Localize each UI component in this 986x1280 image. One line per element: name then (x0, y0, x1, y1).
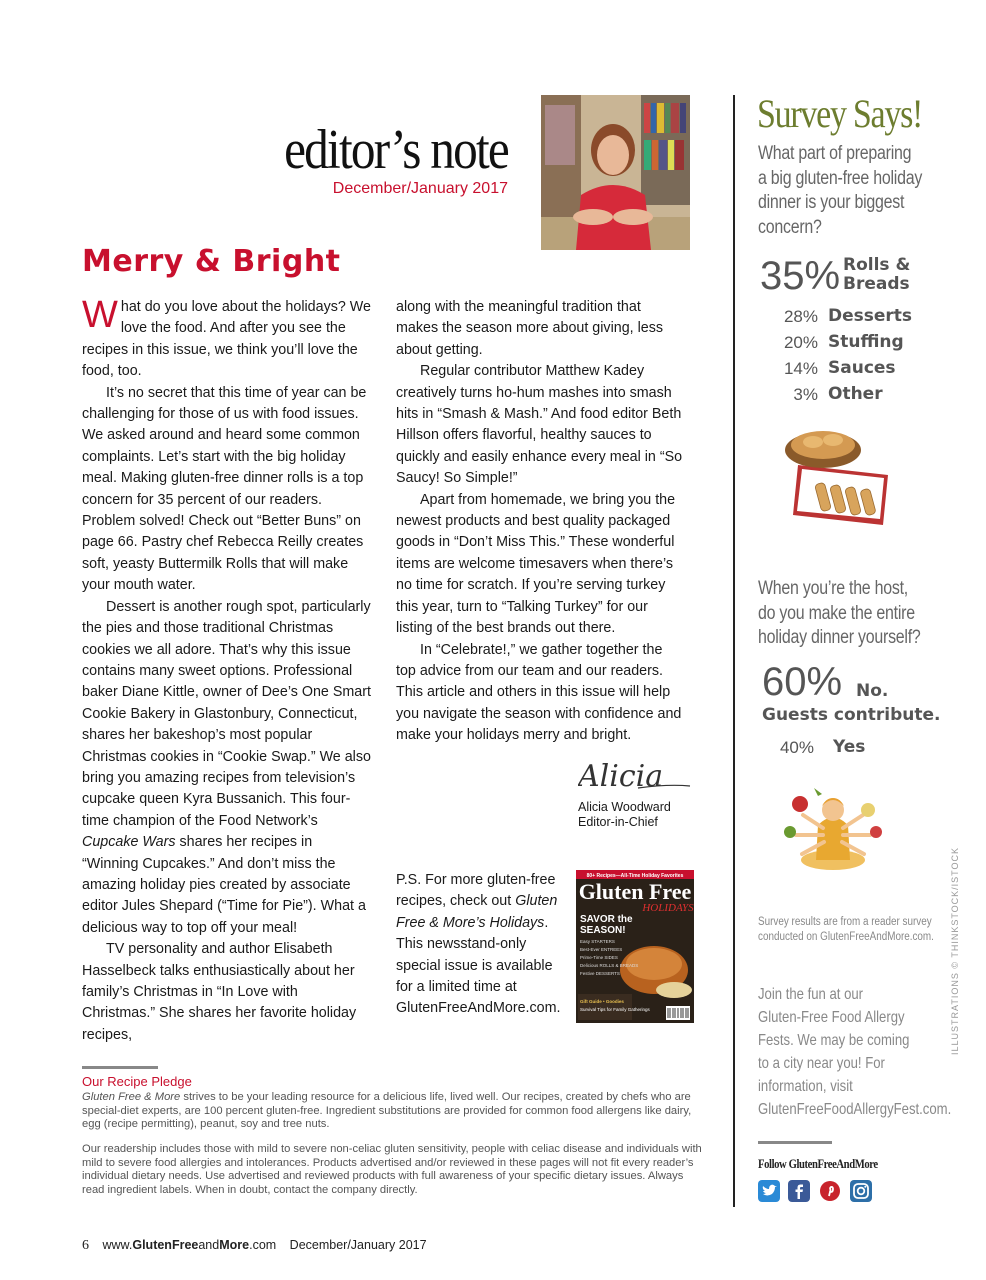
masthead-title: editor’s note (284, 119, 508, 181)
illustration-credit: ILLUSTRATIONS © THINKSTOCK/ISTOCK (950, 847, 960, 1055)
q2-row-percent: 40% (779, 738, 814, 757)
page-footer (82, 1238, 427, 1254)
handwritten-signature (578, 758, 698, 798)
paragraph: TV personality and author Elisabeth Hasselbeck talks enthusiastically about her family’s Christmas in “In Love with Christmas.” She shares her favorite holiday recipes, (82, 941, 357, 1043)
svg-text:Best-Ever ENTREES: Best-Ever ENTREES (580, 947, 623, 952)
paragraph: What do you love about the holidays? We love the food. And after you see the recipes in this issue, we think you’ll love the food, too. (82, 294, 371, 380)
svg-text:SEASON!: SEASON! (580, 925, 626, 936)
footer-date: December/January 2017 (289, 1238, 427, 1252)
svg-text:Easy STARTERS: Easy STARTERS (580, 939, 615, 944)
paragraph: along with the meaningful tradition that makes the season more about giving, less about getting. (396, 299, 664, 358)
q2-row-label: Yes (833, 737, 866, 757)
paragraph: Dessert is another rough spot, particularly the pies and those traditional Christmas cookies we all adore. That’s why this issue contains many sweet options. Professional baker Diane Kittle, owner of Dee’s One Smart Cookie Bakery in Glastonbury, Connecticut, shares her bakeshop’s most popular Christmas cookies in “Cookie Swap.” We also bring you amazing recipes from television’s cupcake queen Kyra Bussanich. This four-time champion of the Food Network’s Cupcake Wars shares her recipes in “Winning Cupcakes.” And don’t miss the amazing holiday pies created by associate editor Jules Shepard (“Time for Pie”). What a delicious way to top off your meal! (82, 598, 371, 936)
q1-row-label: Other (828, 384, 883, 404)
paragraph: Apart from homemade, we bring you the newest products and best quality packaged goods in “Don’t Miss This.” These wonderful items are welcome timesavers when there’s no time for scratch. If you’re serving turkey this year, turn to “Talking Turkey” for our listing of the best brands out there. (396, 491, 676, 637)
follow-divider (758, 1141, 832, 1144)
svg-text:SAVOR the: SAVOR the (580, 914, 633, 925)
fest-promo: Join the fun at our Gluten-Free Food Allergy Fests. We may be coming to a city near you! For information, visit GlutenFreeFoodAllergyFest.com. (758, 986, 952, 1118)
q2-top-percent: 60% (762, 660, 843, 704)
q1-row-label: Sauces (828, 358, 896, 378)
paragraph: Regular contributor Matthew Kadey creatively turns ho-hum mashes into smash hits in “Smash & Mash.” And food editor Beth Hillson offers flavorful, healthy sauces to quickly and easily enhance every meal in “So Saucy! So Simple!” (396, 363, 683, 487)
drop-cap: W (82, 294, 118, 336)
sidebar-divider (733, 95, 735, 1207)
q1-row-percent: 28% (783, 307, 818, 326)
pinterest-icon[interactable] (819, 1180, 841, 1202)
signer-block (578, 800, 671, 830)
svg-text:Prime-Time SIDES: Prime-Time SIDES (580, 955, 618, 960)
pledge-paragraph-1: Gluten Free & More strives to be your leading resource for a delicious life, lived well. Our recipes, created by chefs who are special-diet experts, are 100 percent gluten-free. Ingredient substitutions are provided for common food allergens like dairy, egg (recipe permitting), peanut, soy and tree nuts. (82, 1091, 692, 1131)
pledge-title: Our Recipe Pledge (82, 1074, 192, 1089)
q1-top-percent: 35% (760, 254, 841, 298)
q1-row-percent: 14% (783, 359, 818, 378)
signer-title: Editor-in-Chief (578, 815, 658, 829)
signer-name: Alicia Woodward (578, 800, 671, 814)
editor-photo (541, 95, 690, 250)
article-column-2 (396, 297, 686, 747)
svg-text:Delicious ROLLS & BREADS: Delicious ROLLS & BREADS (580, 963, 639, 968)
svg-text:HOLIDAYS: HOLIDAYS (642, 902, 694, 914)
pledge-paragraph-2: Our readership includes those with mild to severe non-celiac gluten sensitivity, people with celiac disease and individuals with mild to severe food allergies and intolerances. Products advertised and/or reviewed in these pages will not fit every reader’s individual dietary needs. Use advertised and reviewed products with full awareness of your specific dietary issues. Always read ingredient labels. When in doubt, contact the company directly. (82, 1143, 702, 1196)
footer-website: www.GlutenFreeandMore.com (102, 1238, 277, 1252)
q1-top-label: Rolls & Breads (843, 255, 911, 294)
postscript: P.S. For more gluten-free recipes, check out Gluten Free & More’s Holidays. This newsstand-only special issue is available for a limited time at GlutenFreeAndMore.com. (396, 872, 561, 1017)
q2-top-sublabel: Guests contribute. (762, 705, 941, 725)
masthead (230, 119, 508, 198)
twitter-icon[interactable] (758, 1180, 780, 1202)
magazine-cover (576, 870, 694, 1023)
article-column-1 (82, 294, 372, 1046)
svg-text:Gluten Free: Gluten Free (578, 879, 692, 904)
svg-text:Festive DESSERTS: Festive DESSERTS (580, 971, 620, 976)
svg-text:Alicia: Alicia (578, 759, 664, 794)
survey-question-1: What part of preparing a big gluten-free holiday dinner is your biggest concern? (758, 143, 923, 238)
pledge-divider (82, 1066, 158, 1069)
svg-text:Survival Tips for Family Gathe: Survival Tips for Family Gatherings (580, 1007, 650, 1012)
follow-label: Follow GlutenFreeAndMore (758, 1156, 878, 1171)
sidebar-title: Survey Says! (757, 91, 923, 136)
facebook-icon[interactable] (788, 1180, 810, 1202)
busy-host-illustration (778, 780, 888, 870)
survey-footnote: Survey results are from a reader survey conducted on GlutenFreeAndMore.com. (758, 916, 934, 943)
bread-basket-illustration (778, 415, 908, 530)
q1-row-percent: 3% (793, 385, 818, 404)
page-number: 6 (82, 1238, 89, 1253)
svg-text:80+ Recipes—All-Time Holiday F: 80+ Recipes—All-Time Holiday Favorites (586, 873, 684, 879)
masthead-date: December/January 2017 (332, 180, 508, 197)
article-headline: Merry & Bright (82, 244, 341, 279)
q1-row-label: Stuffing (828, 332, 904, 352)
q2-top-label: No. (856, 681, 889, 701)
paragraph: In “Celebrate!,” we gather together the top advice from our team and our readers. This article and others in this issue will help you navigate the season with confidence and make your holidays merry and bright. (396, 641, 682, 744)
q1-row-label: Desserts (828, 306, 913, 326)
survey-question-2: When you’re the host, do you make the entire holiday dinner yourself? (758, 578, 921, 648)
q1-row-percent: 20% (783, 333, 818, 352)
svg-text:Gift Guide • Goodies: Gift Guide • Goodies (580, 999, 624, 1004)
instagram-icon[interactable] (850, 1180, 872, 1202)
paragraph: It’s no secret that this time of year can be challenging for those of us with food issues. We asked around and heard some common complaints. Let’s start with the big holiday meal. Making gluten-free dinner rolls is a top concern for 35 percent of our readers. Problem solved! Check out “Better Buns” on page 66. Pastry chef Rebecca Reilly creates soft, yeasty Buttermilk Rolls that will make your mouth water. (82, 384, 367, 594)
